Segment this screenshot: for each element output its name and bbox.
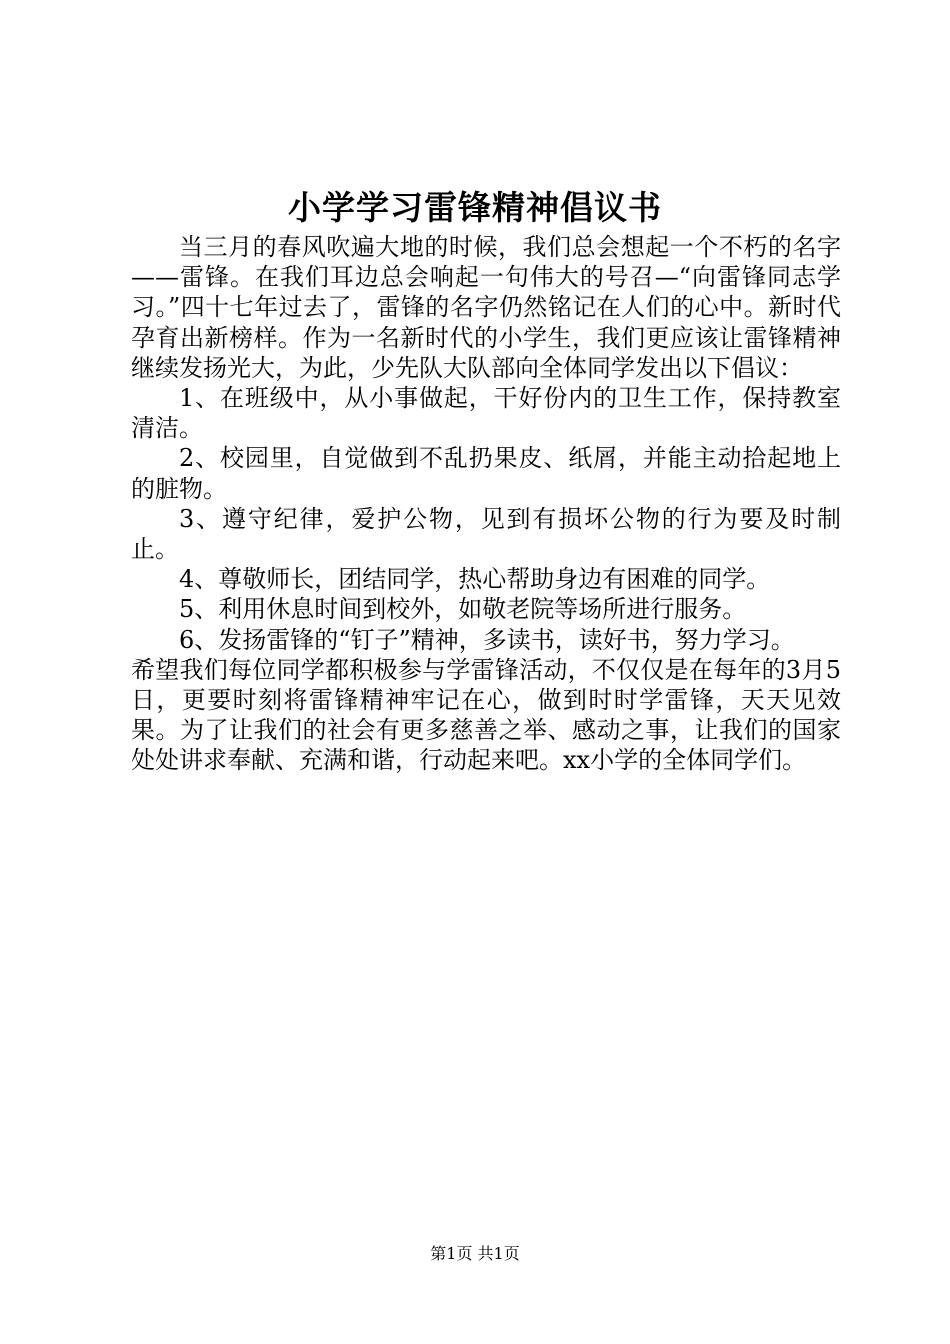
- document-title: 小学学习雷锋精神倡议书: [288, 188, 662, 227]
- proposal-item-6: 6、发扬雷锋的“钉子”精神，多读书，读好书，努力学习。: [179, 625, 795, 654]
- page-number-footer: 第1页 共1页: [430, 1244, 520, 1263]
- proposal-item-3: 3、遵守纪律，爱护公物，见到有损坏公物的行为要及时制止。: [131, 504, 841, 564]
- intro-paragraph: 当三月的春风吹遍大地的时候，我们总会想起一个不朽的名字——雷锋。在我们耳边总会响起一句伟大的号召—“向雷锋同志学习。”四十七年过去了，雷锋的名字仍然铭记在人们的心中。新时代孕育出新榜样。作为一名新时代的小学生，我们更应该让雷锋精神继续发扬光大，为此，少先队大队部向全体同学发出以下倡议：: [131, 233, 841, 382]
- proposal-item-2: 2、校园里，自觉做到不乱扔果皮、纸屑，并能主动拾起地上的脏物。: [131, 444, 841, 503]
- proposal-item-1: 1、在班级中，从小事做起，干好份内的卫生工作，保持教室清洁。: [131, 384, 841, 443]
- document-body: [131, 232, 841, 776]
- proposal-item-4: 4、尊敬师长，团结同学，热心帮助身边有困难的同学。: [179, 565, 771, 594]
- closing-paragraph: 希望我们每位同学都积极参与学雷锋活动，不仅仅是在每年的3月5日，更要时刻将雷锋精神牢记在心，做到时时学雷锋，天天见效果。为了让我们的社会有更多慈善之举、感动之事，让我们的国家处处讲求奉献、充满和谐，行动起来吧。xx小学的全体同学们。: [131, 655, 841, 775]
- proposal-item-5: 5、利用休息时间到校外，如敬老院等场所进行服务。: [179, 595, 747, 624]
